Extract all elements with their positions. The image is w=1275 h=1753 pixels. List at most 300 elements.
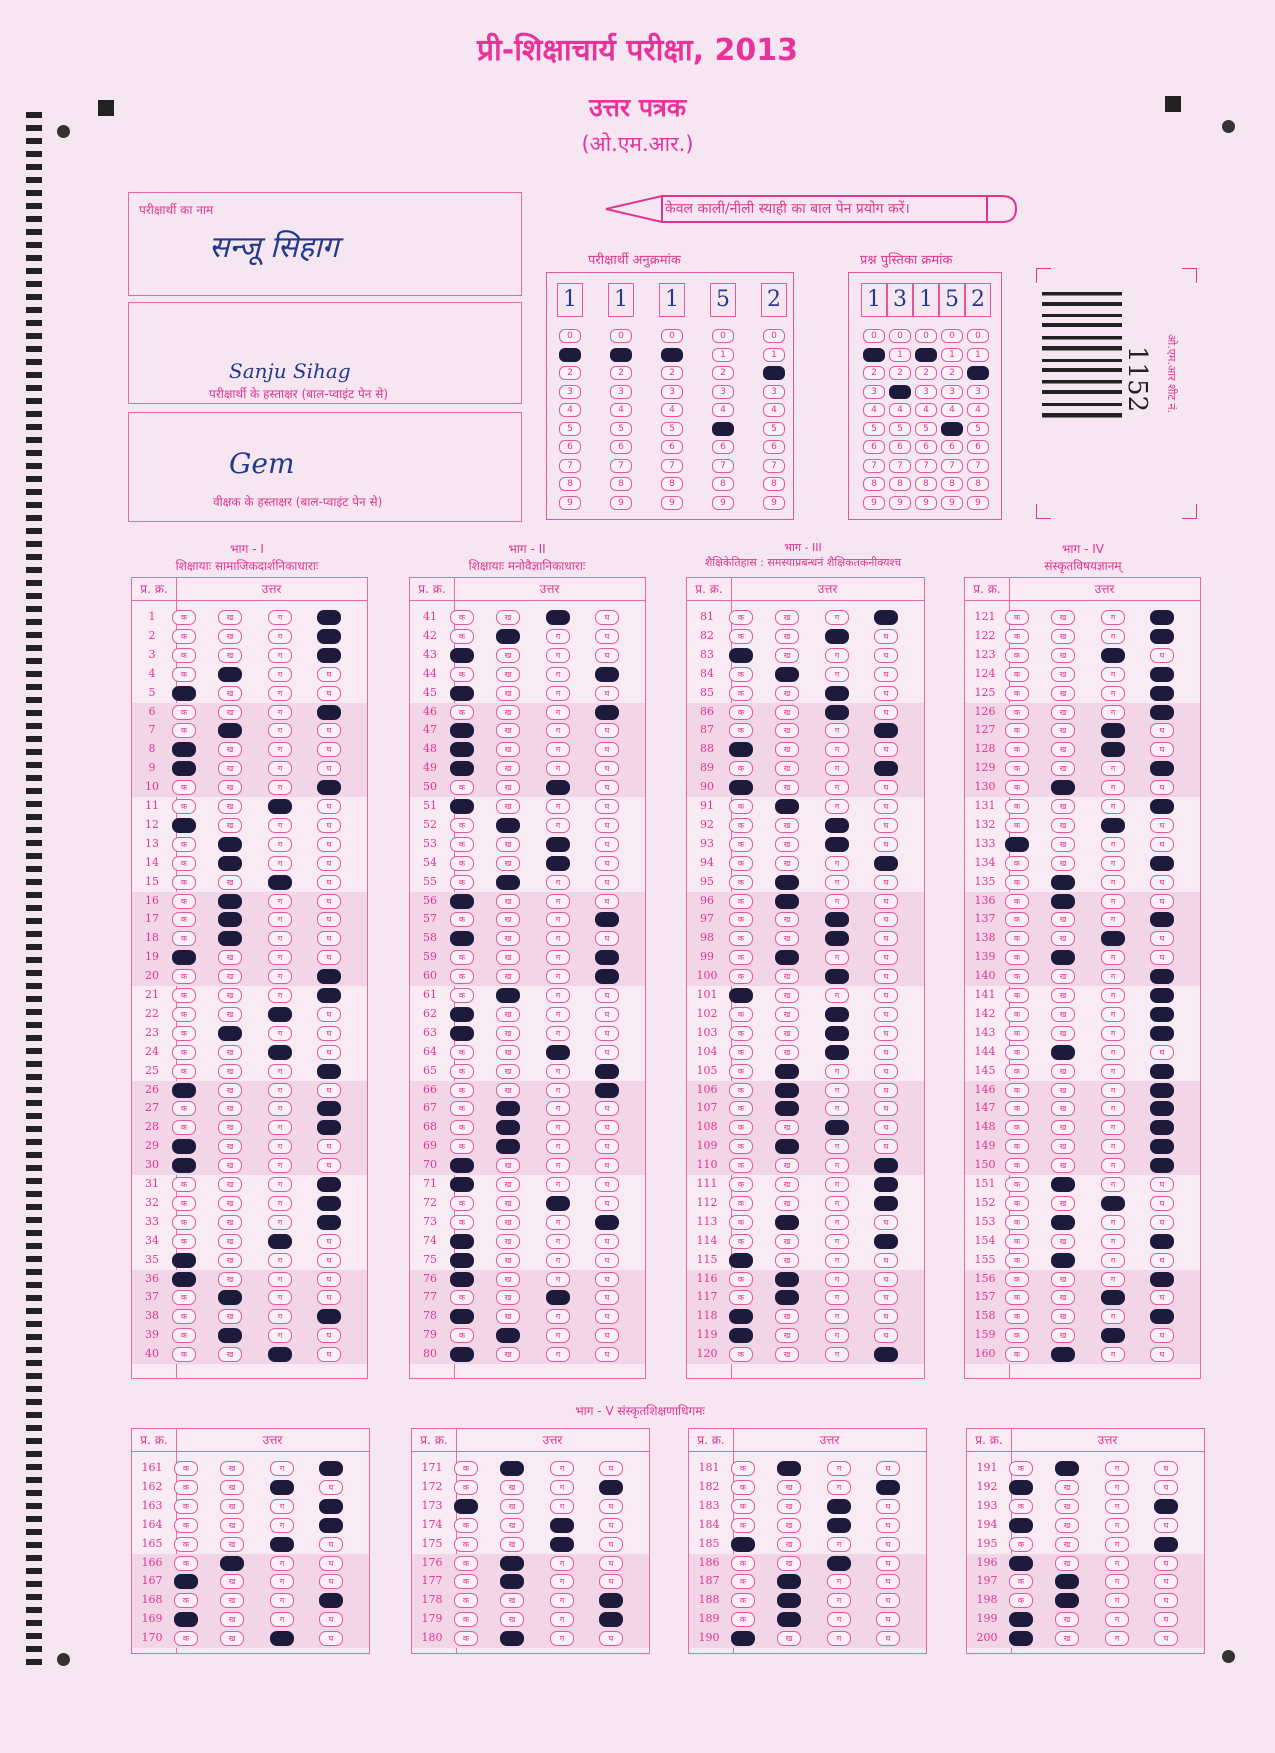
answer-bubble-1[interactable]: क	[729, 818, 753, 833]
answer-bubble-3[interactable]: ग	[546, 875, 570, 890]
booklet-digit-bubble[interactable]: 7	[889, 459, 911, 473]
answer-bubble-2[interactable]: ख	[775, 686, 799, 701]
answer-bubble-4[interactable]: घ	[1150, 761, 1174, 776]
answer-bubble-1[interactable]: क	[172, 1253, 196, 1268]
answer-bubble-1[interactable]: क	[729, 742, 753, 757]
answer-bubble-3[interactable]: ग	[1101, 780, 1125, 795]
answer-bubble-3[interactable]: ग	[546, 988, 570, 1003]
answer-bubble-1[interactable]: क	[172, 799, 196, 814]
answer-bubble-3[interactable]: ग	[825, 667, 849, 682]
answer-bubble-3[interactable]: ग	[1101, 931, 1125, 946]
answer-bubble-2[interactable]: ख	[775, 610, 799, 625]
answer-bubble-2[interactable]: ख	[218, 1064, 242, 1079]
roll-digit-bubble[interactable]: 9	[712, 496, 734, 510]
answer-bubble-1[interactable]: क	[450, 818, 474, 833]
answer-bubble-3[interactable]: ग	[268, 761, 292, 776]
answer-bubble-1[interactable]: क	[731, 1556, 755, 1571]
answer-bubble-3[interactable]: ग	[1101, 912, 1125, 927]
answer-bubble-1[interactable]: क	[174, 1593, 198, 1608]
answer-bubble-3[interactable]: ग	[546, 1272, 570, 1287]
candidate-signature-box[interactable]	[128, 302, 522, 404]
booklet-digit-bubble[interactable]: 6	[967, 440, 989, 454]
answer-bubble-3[interactable]: ग	[1101, 950, 1125, 965]
answer-bubble-2[interactable]: ख	[777, 1461, 801, 1476]
answer-bubble-1[interactable]: क	[450, 950, 474, 965]
answer-bubble-1[interactable]: क	[1005, 1347, 1029, 1362]
answer-bubble-3[interactable]: ग	[268, 1328, 292, 1343]
answer-bubble-4[interactable]: घ	[317, 610, 341, 625]
answer-bubble-3[interactable]: ग	[827, 1518, 851, 1533]
booklet-digit-bubble[interactable]: 5	[863, 422, 885, 436]
answer-bubble-4[interactable]: घ	[317, 1045, 341, 1060]
answer-bubble-3[interactable]: ग	[1101, 1007, 1125, 1022]
answer-bubble-1[interactable]: क	[172, 1007, 196, 1022]
answer-bubble-2[interactable]: ख	[218, 1083, 242, 1098]
answer-bubble-4[interactable]: घ	[874, 742, 898, 757]
booklet-digit-bubble[interactable]: 0	[889, 329, 911, 343]
answer-bubble-2[interactable]: ख	[496, 1007, 520, 1022]
answer-bubble-4[interactable]: घ	[599, 1499, 623, 1514]
roll-digit-bubble[interactable]: 8	[763, 477, 785, 491]
answer-bubble-4[interactable]: घ	[595, 799, 619, 814]
answer-bubble-1[interactable]: क	[1005, 1234, 1029, 1249]
answer-bubble-3[interactable]: ग	[268, 1253, 292, 1268]
answer-bubble-4[interactable]: घ	[319, 1612, 343, 1627]
roll-digit-bubble[interactable]: 6	[712, 440, 734, 454]
answer-bubble-1[interactable]: क	[1009, 1631, 1033, 1646]
answer-bubble-3[interactable]: ग	[825, 856, 849, 871]
booklet-digit-bubble[interactable]: 3	[889, 385, 911, 399]
answer-bubble-4[interactable]: घ	[599, 1593, 623, 1608]
answer-bubble-2[interactable]: ख	[1055, 1556, 1079, 1571]
answer-bubble-2[interactable]: ख	[1051, 1101, 1075, 1116]
answer-bubble-4[interactable]: घ	[317, 1101, 341, 1116]
answer-bubble-1[interactable]: क	[731, 1518, 755, 1533]
answer-bubble-3[interactable]: ग	[546, 1309, 570, 1324]
answer-bubble-4[interactable]: घ	[599, 1574, 623, 1589]
booklet-digit-bubble[interactable]: 7	[967, 459, 989, 473]
answer-bubble-2[interactable]: ख	[500, 1499, 524, 1514]
answer-bubble-3[interactable]: ग	[825, 648, 849, 663]
answer-bubble-1[interactable]: क	[731, 1612, 755, 1627]
booklet-digit-bubble[interactable]: 6	[915, 440, 937, 454]
answer-bubble-2[interactable]: ख	[1051, 1177, 1075, 1192]
answer-bubble-4[interactable]: घ	[317, 856, 341, 871]
answer-bubble-2[interactable]: ख	[218, 912, 242, 927]
answer-bubble-4[interactable]: घ	[1150, 1177, 1174, 1192]
answer-bubble-3[interactable]: ग	[268, 648, 292, 663]
booklet-digit-box[interactable]: 1	[861, 283, 887, 317]
answer-bubble-3[interactable]: ग	[268, 1026, 292, 1041]
answer-bubble-1[interactable]: क	[1005, 856, 1029, 871]
answer-bubble-1[interactable]: क	[1009, 1556, 1033, 1571]
answer-bubble-1[interactable]: क	[454, 1612, 478, 1627]
answer-bubble-3[interactable]: ग	[546, 723, 570, 738]
answer-bubble-4[interactable]: घ	[874, 818, 898, 833]
answer-bubble-3[interactable]: ग	[825, 1064, 849, 1079]
answer-bubble-4[interactable]: घ	[319, 1499, 343, 1514]
answer-bubble-4[interactable]: घ	[317, 648, 341, 663]
answer-bubble-4[interactable]: घ	[317, 1272, 341, 1287]
answer-bubble-4[interactable]: घ	[874, 1101, 898, 1116]
booklet-digit-bubble[interactable]: 6	[863, 440, 885, 454]
answer-bubble-3[interactable]: ग	[827, 1574, 851, 1589]
answer-bubble-3[interactable]: ग	[825, 799, 849, 814]
answer-bubble-2[interactable]: ख	[775, 1064, 799, 1079]
answer-bubble-2[interactable]: ख	[218, 950, 242, 965]
answer-bubble-2[interactable]: ख	[496, 1234, 520, 1249]
answer-bubble-2[interactable]: ख	[500, 1574, 524, 1589]
answer-bubble-4[interactable]: घ	[874, 610, 898, 625]
answer-bubble-2[interactable]: ख	[775, 988, 799, 1003]
answer-bubble-2[interactable]: ख	[500, 1556, 524, 1571]
answer-bubble-3[interactable]: ग	[546, 912, 570, 927]
answer-bubble-3[interactable]: ग	[825, 742, 849, 757]
answer-bubble-2[interactable]: ख	[496, 629, 520, 644]
answer-bubble-3[interactable]: ग	[1101, 1158, 1125, 1173]
answer-bubble-4[interactable]: घ	[595, 912, 619, 927]
answer-bubble-2[interactable]: ख	[777, 1631, 801, 1646]
answer-bubble-1[interactable]: क	[454, 1593, 478, 1608]
answer-bubble-2[interactable]: ख	[1051, 875, 1075, 890]
answer-bubble-3[interactable]: ग	[1101, 648, 1125, 663]
answer-bubble-2[interactable]: ख	[218, 648, 242, 663]
answer-bubble-1[interactable]: क	[729, 1290, 753, 1305]
answer-bubble-3[interactable]: ग	[550, 1593, 574, 1608]
answer-bubble-1[interactable]: क	[450, 610, 474, 625]
answer-bubble-2[interactable]: ख	[496, 950, 520, 965]
answer-bubble-1[interactable]: क	[454, 1518, 478, 1533]
answer-bubble-4[interactable]: घ	[1150, 1253, 1174, 1268]
answer-bubble-1[interactable]: क	[454, 1461, 478, 1476]
answer-bubble-1[interactable]: क	[1005, 894, 1029, 909]
answer-bubble-4[interactable]: घ	[317, 1158, 341, 1173]
answer-bubble-3[interactable]: ग	[1101, 1272, 1125, 1287]
answer-bubble-2[interactable]: ख	[218, 1290, 242, 1305]
answer-bubble-3[interactable]: ग	[546, 705, 570, 720]
answer-bubble-3[interactable]: ग	[268, 1158, 292, 1173]
roll-digit-bubble[interactable]: 0	[661, 329, 683, 343]
answer-bubble-2[interactable]: ख	[775, 894, 799, 909]
answer-bubble-2[interactable]: ख	[220, 1556, 244, 1571]
answer-bubble-3[interactable]: ग	[1101, 686, 1125, 701]
roll-digit-bubble[interactable]: 5	[610, 422, 632, 436]
answer-bubble-1[interactable]: क	[1005, 780, 1029, 795]
booklet-digit-bubble[interactable]: 8	[941, 477, 963, 491]
answer-bubble-4[interactable]: घ	[317, 799, 341, 814]
answer-bubble-2[interactable]: ख	[775, 1309, 799, 1324]
answer-bubble-4[interactable]: घ	[317, 705, 341, 720]
answer-bubble-1[interactable]: क	[450, 1064, 474, 1079]
answer-bubble-3[interactable]: ग	[268, 1272, 292, 1287]
answer-bubble-1[interactable]: क	[172, 1328, 196, 1343]
answer-bubble-4[interactable]: घ	[599, 1631, 623, 1646]
answer-bubble-3[interactable]: ग	[268, 1347, 292, 1362]
answer-bubble-4[interactable]: घ	[595, 1215, 619, 1230]
roll-digit-bubble[interactable]: 1	[763, 348, 785, 362]
answer-bubble-2[interactable]: ख	[775, 950, 799, 965]
answer-bubble-2[interactable]: ख	[496, 610, 520, 625]
answer-bubble-4[interactable]: घ	[874, 1196, 898, 1211]
booklet-digit-bubble[interactable]: 2	[967, 366, 989, 380]
answer-bubble-2[interactable]: ख	[1051, 723, 1075, 738]
answer-bubble-4[interactable]: घ	[874, 799, 898, 814]
answer-bubble-2[interactable]: ख	[775, 856, 799, 871]
answer-bubble-2[interactable]: ख	[1055, 1537, 1079, 1552]
roll-digit-bubble[interactable]: 7	[661, 459, 683, 473]
answer-bubble-2[interactable]: ख	[775, 1083, 799, 1098]
answer-bubble-3[interactable]: ग	[1105, 1556, 1129, 1571]
answer-bubble-2[interactable]: ख	[496, 1026, 520, 1041]
answer-bubble-1[interactable]: क	[450, 742, 474, 757]
roll-digit-bubble[interactable]: 5	[763, 422, 785, 436]
roll-digit-bubble[interactable]: 9	[661, 496, 683, 510]
answer-bubble-4[interactable]: घ	[874, 1215, 898, 1230]
answer-bubble-3[interactable]: ग	[825, 1026, 849, 1041]
roll-digit-bubble[interactable]: 5	[712, 422, 734, 436]
answer-bubble-4[interactable]: घ	[1150, 780, 1174, 795]
answer-bubble-4[interactable]: घ	[317, 761, 341, 776]
answer-bubble-2[interactable]: ख	[777, 1612, 801, 1627]
answer-bubble-2[interactable]: ख	[1051, 648, 1075, 663]
answer-bubble-1[interactable]: क	[172, 742, 196, 757]
answer-bubble-2[interactable]: ख	[496, 1158, 520, 1173]
answer-bubble-2[interactable]: ख	[775, 1120, 799, 1135]
answer-bubble-2[interactable]: ख	[220, 1518, 244, 1533]
answer-bubble-1[interactable]: क	[1005, 1215, 1029, 1230]
answer-bubble-4[interactable]: घ	[595, 648, 619, 663]
answer-bubble-2[interactable]: ख	[496, 1309, 520, 1324]
roll-digit-bubble[interactable]: 0	[763, 329, 785, 343]
roll-digit-bubble[interactable]: 7	[610, 459, 632, 473]
answer-bubble-2[interactable]: ख	[218, 723, 242, 738]
booklet-digit-bubble[interactable]: 9	[967, 496, 989, 510]
answer-bubble-1[interactable]: क	[729, 875, 753, 890]
answer-bubble-3[interactable]: ग	[825, 686, 849, 701]
answer-bubble-2[interactable]: ख	[1055, 1480, 1079, 1495]
answer-bubble-4[interactable]: घ	[1150, 1234, 1174, 1249]
answer-bubble-1[interactable]: क	[1005, 629, 1029, 644]
answer-bubble-4[interactable]: घ	[1150, 856, 1174, 871]
answer-bubble-4[interactable]: घ	[599, 1461, 623, 1476]
answer-bubble-4[interactable]: घ	[874, 667, 898, 682]
answer-bubble-2[interactable]: ख	[496, 1196, 520, 1211]
answer-bubble-2[interactable]: ख	[1051, 1045, 1075, 1060]
answer-bubble-4[interactable]: घ	[874, 1347, 898, 1362]
answer-bubble-3[interactable]: ग	[550, 1480, 574, 1495]
answer-bubble-1[interactable]: क	[731, 1593, 755, 1608]
answer-bubble-4[interactable]: घ	[595, 610, 619, 625]
answer-bubble-3[interactable]: ग	[270, 1537, 294, 1552]
roll-digit-bubble[interactable]: 3	[661, 385, 683, 399]
answer-bubble-1[interactable]: क	[174, 1574, 198, 1589]
booklet-digit-bubble[interactable]: 9	[915, 496, 937, 510]
answer-bubble-3[interactable]: ग	[550, 1537, 574, 1552]
answer-bubble-2[interactable]: ख	[775, 799, 799, 814]
answer-bubble-3[interactable]: ग	[268, 875, 292, 890]
answer-bubble-2[interactable]: ख	[775, 1290, 799, 1305]
answer-bubble-3[interactable]: ग	[825, 1234, 849, 1249]
answer-bubble-4[interactable]: घ	[317, 912, 341, 927]
booklet-digit-bubble[interactable]: 8	[915, 477, 937, 491]
answer-bubble-3[interactable]: ग	[1101, 818, 1125, 833]
answer-bubble-1[interactable]: क	[450, 1007, 474, 1022]
answer-bubble-1[interactable]: क	[450, 1215, 474, 1230]
answer-bubble-1[interactable]: क	[1005, 1309, 1029, 1324]
answer-bubble-3[interactable]: ग	[546, 931, 570, 946]
answer-bubble-2[interactable]: ख	[496, 780, 520, 795]
roll-digit-box[interactable]: 5	[710, 283, 736, 317]
answer-bubble-4[interactable]: घ	[874, 1309, 898, 1324]
answer-bubble-2[interactable]: ख	[775, 1272, 799, 1287]
answer-bubble-4[interactable]: घ	[874, 1007, 898, 1022]
roll-digit-bubble[interactable]: 4	[763, 403, 785, 417]
answer-bubble-3[interactable]: ग	[550, 1556, 574, 1571]
answer-bubble-1[interactable]: क	[729, 610, 753, 625]
answer-bubble-1[interactable]: क	[1005, 818, 1029, 833]
answer-bubble-3[interactable]: ग	[827, 1461, 851, 1476]
answer-bubble-2[interactable]: ख	[775, 1007, 799, 1022]
answer-bubble-3[interactable]: ग	[268, 610, 292, 625]
answer-bubble-1[interactable]: क	[729, 1045, 753, 1060]
answer-bubble-4[interactable]: घ	[1150, 931, 1174, 946]
answer-bubble-4[interactable]: घ	[874, 1253, 898, 1268]
answer-bubble-2[interactable]: ख	[777, 1537, 801, 1552]
answer-bubble-1[interactable]: क	[172, 1045, 196, 1060]
answer-bubble-3[interactable]: ग	[1101, 799, 1125, 814]
answer-bubble-4[interactable]: घ	[595, 667, 619, 682]
answer-bubble-4[interactable]: घ	[876, 1612, 900, 1627]
answer-bubble-4[interactable]: घ	[1150, 1007, 1174, 1022]
answer-bubble-3[interactable]: ग	[268, 931, 292, 946]
answer-bubble-4[interactable]: घ	[1150, 912, 1174, 927]
answer-bubble-2[interactable]: ख	[775, 912, 799, 927]
answer-bubble-1[interactable]: क	[174, 1612, 198, 1627]
answer-bubble-2[interactable]: ख	[1051, 686, 1075, 701]
answer-bubble-4[interactable]: घ	[1150, 742, 1174, 757]
answer-bubble-2[interactable]: ख	[1055, 1593, 1079, 1608]
answer-bubble-3[interactable]: ग	[268, 723, 292, 738]
answer-bubble-2[interactable]: ख	[496, 761, 520, 776]
answer-bubble-1[interactable]: क	[1005, 875, 1029, 890]
answer-bubble-4[interactable]: घ	[595, 629, 619, 644]
answer-bubble-1[interactable]: क	[450, 799, 474, 814]
answer-bubble-2[interactable]: ख	[496, 686, 520, 701]
answer-bubble-1[interactable]: क	[1005, 1328, 1029, 1343]
answer-bubble-2[interactable]: ख	[496, 799, 520, 814]
roll-digit-bubble[interactable]: 1	[610, 348, 632, 362]
answer-bubble-3[interactable]: ग	[1101, 856, 1125, 871]
answer-bubble-3[interactable]: ग	[550, 1612, 574, 1627]
answer-bubble-3[interactable]: ग	[268, 1101, 292, 1116]
answer-bubble-3[interactable]: ग	[546, 667, 570, 682]
answer-bubble-4[interactable]: घ	[1154, 1612, 1178, 1627]
answer-bubble-2[interactable]: ख	[777, 1574, 801, 1589]
answer-bubble-1[interactable]: क	[729, 667, 753, 682]
answer-bubble-1[interactable]: क	[729, 1083, 753, 1098]
answer-bubble-1[interactable]: क	[174, 1461, 198, 1476]
answer-bubble-4[interactable]: घ	[1150, 1347, 1174, 1362]
answer-bubble-2[interactable]: ख	[1051, 1328, 1075, 1343]
answer-bubble-2[interactable]: ख	[218, 1234, 242, 1249]
answer-bubble-2[interactable]: ख	[218, 818, 242, 833]
booklet-digit-bubble[interactable]: 1	[863, 348, 885, 362]
answer-bubble-3[interactable]: ग	[270, 1518, 294, 1533]
booklet-digit-bubble[interactable]: 5	[889, 422, 911, 436]
answer-bubble-1[interactable]: क	[172, 1196, 196, 1211]
answer-bubble-4[interactable]: घ	[317, 1026, 341, 1041]
answer-bubble-2[interactable]: ख	[1051, 1272, 1075, 1287]
answer-bubble-1[interactable]: क	[729, 686, 753, 701]
answer-bubble-3[interactable]: ग	[1101, 1347, 1125, 1362]
answer-bubble-4[interactable]: घ	[1150, 1101, 1174, 1116]
answer-bubble-1[interactable]: क	[1005, 1101, 1029, 1116]
answer-bubble-4[interactable]: घ	[874, 988, 898, 1003]
answer-bubble-3[interactable]: ग	[825, 1045, 849, 1060]
roll-digit-bubble[interactable]: 6	[763, 440, 785, 454]
answer-bubble-4[interactable]: घ	[1150, 1083, 1174, 1098]
answer-bubble-4[interactable]: घ	[1150, 1139, 1174, 1154]
answer-bubble-2[interactable]: ख	[218, 1272, 242, 1287]
answer-bubble-3[interactable]: ग	[1101, 1196, 1125, 1211]
answer-bubble-2[interactable]: ख	[1051, 1347, 1075, 1362]
answer-bubble-4[interactable]: घ	[595, 1158, 619, 1173]
answer-bubble-3[interactable]: ग	[825, 1083, 849, 1098]
answer-bubble-1[interactable]: क	[450, 988, 474, 1003]
answer-bubble-2[interactable]: ख	[775, 667, 799, 682]
answer-bubble-4[interactable]: घ	[595, 1083, 619, 1098]
answer-bubble-3[interactable]: ग	[268, 667, 292, 682]
answer-bubble-4[interactable]: घ	[595, 856, 619, 871]
answer-bubble-1[interactable]: क	[454, 1631, 478, 1646]
answer-bubble-3[interactable]: ग	[268, 1064, 292, 1079]
answer-bubble-2[interactable]: ख	[218, 1007, 242, 1022]
answer-bubble-1[interactable]: क	[729, 761, 753, 776]
answer-bubble-3[interactable]: ग	[270, 1556, 294, 1571]
answer-bubble-1[interactable]: क	[172, 1309, 196, 1324]
answer-bubble-1[interactable]: क	[172, 1064, 196, 1079]
answer-bubble-1[interactable]: क	[1005, 1120, 1029, 1135]
answer-bubble-3[interactable]: ग	[546, 1007, 570, 1022]
answer-bubble-3[interactable]: ग	[1105, 1593, 1129, 1608]
answer-bubble-4[interactable]: घ	[317, 950, 341, 965]
answer-bubble-1[interactable]: क	[450, 1347, 474, 1362]
answer-bubble-4[interactable]: घ	[595, 875, 619, 890]
answer-bubble-2[interactable]: ख	[218, 1120, 242, 1135]
answer-bubble-1[interactable]: क	[450, 1158, 474, 1173]
answer-bubble-3[interactable]: ग	[546, 648, 570, 663]
answer-bubble-3[interactable]: ग	[268, 742, 292, 757]
answer-bubble-1[interactable]: क	[172, 1101, 196, 1116]
answer-bubble-1[interactable]: क	[172, 705, 196, 720]
answer-bubble-2[interactable]: ख	[218, 667, 242, 682]
answer-bubble-3[interactable]: ग	[268, 894, 292, 909]
roll-digit-bubble[interactable]: 6	[559, 440, 581, 454]
answer-bubble-4[interactable]: घ	[874, 1026, 898, 1041]
answer-bubble-1[interactable]: क	[731, 1537, 755, 1552]
answer-bubble-1[interactable]: क	[454, 1537, 478, 1552]
answer-bubble-2[interactable]: ख	[496, 1253, 520, 1268]
answer-bubble-2[interactable]: ख	[500, 1537, 524, 1552]
answer-bubble-3[interactable]: ग	[825, 818, 849, 833]
answer-bubble-2[interactable]: ख	[1051, 912, 1075, 927]
answer-bubble-2[interactable]: ख	[775, 1045, 799, 1060]
answer-bubble-1[interactable]: क	[172, 950, 196, 965]
answer-bubble-1[interactable]: क	[1005, 761, 1029, 776]
answer-bubble-2[interactable]: ख	[1055, 1518, 1079, 1533]
answer-bubble-1[interactable]: क	[172, 875, 196, 890]
answer-bubble-4[interactable]: घ	[1150, 1309, 1174, 1324]
